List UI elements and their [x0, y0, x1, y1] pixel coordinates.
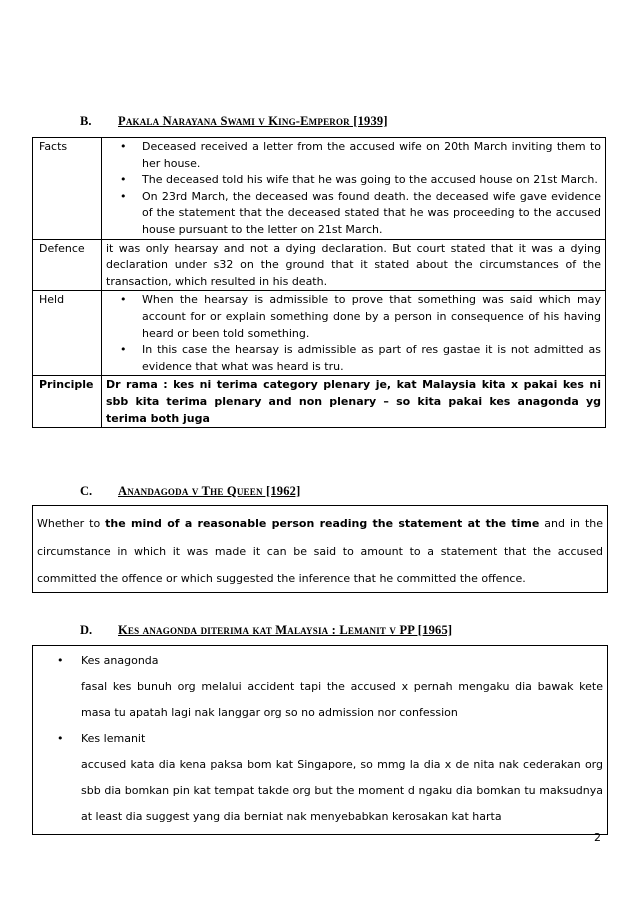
lemanit-notes-box — [32, 645, 608, 835]
statement-text-bold: the mind of a reasonable person reading the statement at the time — [105, 517, 540, 530]
section-b-heading — [80, 114, 388, 129]
section-d-letter: D. — [80, 623, 93, 637]
case-table-pakala — [32, 137, 606, 428]
facts-content — [102, 138, 606, 240]
page-number: 2 — [594, 831, 601, 844]
held-label: Held — [33, 291, 102, 376]
list-item-kes-anagonda: • Kes anagonda — [37, 648, 603, 674]
list-item: • Deceased received a letter from the accused wife on 20th March inviting them to her house. — [142, 139, 601, 172]
list-item: • On 23rd March, the deceased was found death. the deceased wife gave evidence of the statement that the deceased stated that he was proceeding to the accused house pursuant to the letter on 21st March. — [142, 189, 601, 239]
table-row-held — [33, 291, 606, 376]
list-item: • In this case the hearsay is admissible as part of res gastae it is not admitted as evidence that what was heard is tru. — [142, 342, 601, 375]
held-list — [106, 292, 601, 375]
defence-content: it was only hearsay and not a dying declaration. But court stated that it was a dying declaration under s32 on the ground that it stated about the circumstances of the transaction, which resulted in his death. — [102, 239, 606, 291]
section-c-letter: C. — [80, 484, 93, 498]
facts-list — [106, 139, 601, 239]
held-content — [102, 291, 606, 376]
list-item: • When the hearsay is admissible to prove that something was said which may account for or explain something done by a person in consequence of his having heard or been told something. — [142, 292, 601, 342]
section-d-title: Kes anagonda diterima kat Malaysia : Lemanit v PP [1965] — [118, 623, 453, 637]
section-c-title: Anandagoda v The Queen [1962] — [118, 484, 301, 498]
section-c-heading — [80, 484, 301, 499]
section-b-title: Pakala Narayana Swami v King-Emperor [1939] — [118, 114, 388, 128]
list-item-kes-lemanit: • Kes lemanit — [37, 726, 603, 752]
kes-lemanit-text: accused kata dia kena paksa bom kat Singapore, so mmg la dia x de nita nak cederakan org sbb dia bomkan pin kat tempat takde org but the moment d ngaku dia bomkan tu maksudnya at least dia suggest yang dia berniat nak menyebabkan kerosakan kat harta — [81, 758, 603, 823]
table-row-facts — [33, 138, 606, 240]
table-row-principle — [33, 376, 606, 428]
table-row-defence — [33, 239, 606, 291]
statement-text-end: and in the circumstance in which it was made it can be said to amount to a statement that the accused committed the offence or which suggested the inference that he committed the offence. — [37, 517, 603, 585]
kes-anagonda-text: fasal kes bunuh org melalui accident tapi the accused x pernah mengaku dia bawak kete masa tu apatah lagi nak langgar org so no admission nor confession — [81, 680, 603, 719]
anandagoda-statement-box — [32, 505, 608, 593]
list-item: • The deceased told his wife that he was going to the accused house on 21st March. — [142, 172, 601, 189]
section-b-letter: B. — [80, 114, 92, 128]
defence-label: Defence — [33, 239, 102, 291]
facts-label: Facts — [33, 138, 102, 240]
section-d-heading — [80, 623, 452, 638]
principle-label: Principle — [33, 376, 102, 428]
principle-content: Dr rama : kes ni terima category plenary je, kat Malaysia kita x pakai kes ni sbb kita terima plenary and non plenary – so kita pakai kes anagonda yg terima both juga — [102, 376, 606, 428]
statement-text-start: Whether to — [37, 517, 106, 530]
